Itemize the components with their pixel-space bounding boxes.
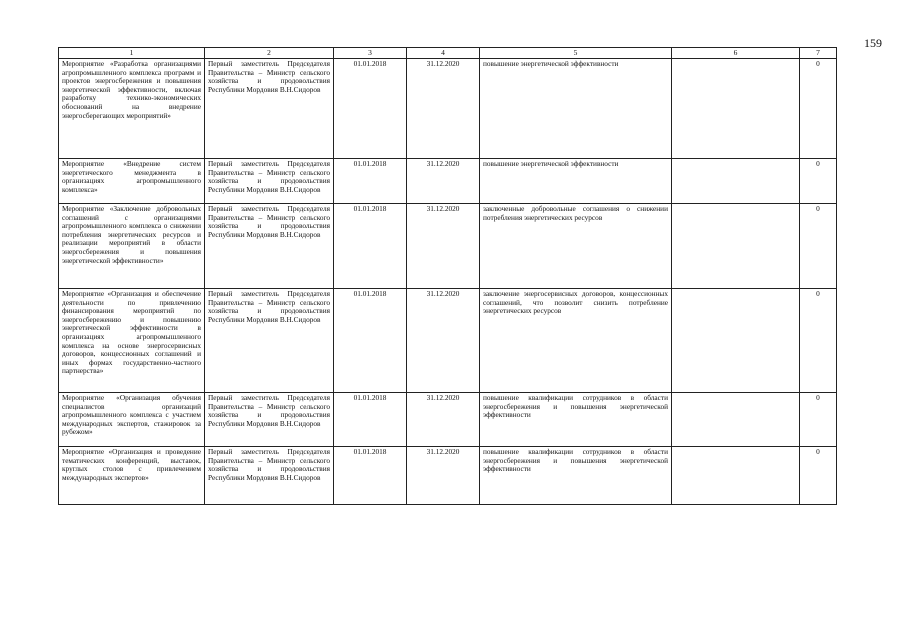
value-cell: 0 <box>800 289 837 393</box>
responsible-cell: Первый заместитель Председателя Правительства – Министр сельского хозяйства и продовольствия Республики Мордовия В.Н.Сидоров <box>205 289 334 393</box>
result-cell: повышение квалификации сотрудников в области энергосбережения и повышения энергетической эффективности <box>480 447 672 505</box>
column-header: 6 <box>672 48 800 59</box>
responsible-cell: Первый заместитель Председателя Правительства – Министр сельского хозяйства и продовольствия Республики Мордовия В.Н.Сидоров <box>205 204 334 289</box>
result-cell: повышение квалификации сотрудников в области энергосбережения и повышения энергетической эффективности <box>480 393 672 447</box>
end-date-cell: 31.12.2020 <box>407 393 480 447</box>
value-cell: 0 <box>800 159 837 204</box>
empty-cell <box>672 59 800 159</box>
activity-cell: Мероприятие «Организация обучения специалистов организаций агропромышленного комплекса с участием международных экспертов, стажировок за рубежом» <box>59 393 205 447</box>
start-date-cell: 01.01.2018 <box>334 204 407 289</box>
activity-cell: Мероприятие «Организация и проведение тематических конференций, выставок, круглых столов с привлечением международных экспертов» <box>59 447 205 505</box>
value-cell: 0 <box>800 59 837 159</box>
table-row <box>59 204 837 289</box>
column-header: 4 <box>407 48 480 59</box>
start-date-cell: 01.01.2018 <box>334 59 407 159</box>
result-cell: повышение энергетической эффективности <box>480 159 672 204</box>
empty-cell <box>672 393 800 447</box>
column-header: 7 <box>800 48 837 59</box>
responsible-cell: Первый заместитель Председателя Правительства – Министр сельского хозяйства и продовольствия Республики Мордовия В.Н.Сидоров <box>205 393 334 447</box>
result-cell: повышение энергетической эффективности <box>480 59 672 159</box>
result-cell: заключение энергосервисных договоров, концессионных соглашений, что позволит снизить потребление энергетических ресурсов <box>480 289 672 393</box>
start-date-cell: 01.01.2018 <box>334 289 407 393</box>
activity-cell: Мероприятие «Заключение добровольных соглашений с организациями агропромышленного комплекса о снижении потребления энергетических ресурсов и реализации мероприятий в области энергосбережения и повышения энергетической эффективности» <box>59 204 205 289</box>
responsible-cell: Первый заместитель Председателя Правительства – Министр сельского хозяйства и продовольствия Республики Мордовия В.Н.Сидоров <box>205 159 334 204</box>
end-date-cell: 31.12.2020 <box>407 59 480 159</box>
activity-cell: Мероприятие «Внедрение систем энергетического менеджмента в организациях агропромышленного комплекса» <box>59 159 205 204</box>
value-cell: 0 <box>800 393 837 447</box>
end-date-cell: 31.12.2020 <box>407 289 480 393</box>
start-date-cell: 01.01.2018 <box>334 159 407 204</box>
start-date-cell: 01.01.2018 <box>334 393 407 447</box>
table-row <box>59 393 837 447</box>
activity-cell: Мероприятие «Разработка организациями агропромышленного комплекса программ и проектов энергосбережения и повышения энергетической эффективности, включая разработку технико-экономических обоснований на внедрение энергосберегающих мероприятий» <box>59 59 205 159</box>
responsible-cell: Первый заместитель Председателя Правительства – Министр сельского хозяйства и продовольствия Республики Мордовия В.Н.Сидоров <box>205 59 334 159</box>
header-row <box>59 48 837 59</box>
responsible-cell: Первый заместитель Председателя Правительства – Министр сельского хозяйства и продовольствия Республики Мордовия В.Н.Сидоров <box>205 447 334 505</box>
empty-cell <box>672 159 800 204</box>
empty-cell <box>672 204 800 289</box>
page-number: 159 <box>864 36 882 50</box>
value-cell: 0 <box>800 204 837 289</box>
result-cell: заключенные добровольные соглашения о снижении потребления энергетических ресурсов <box>480 204 672 289</box>
table-row <box>59 159 837 204</box>
end-date-cell: 31.12.2020 <box>407 447 480 505</box>
end-date-cell: 31.12.2020 <box>407 159 480 204</box>
empty-cell <box>672 447 800 505</box>
column-header: 2 <box>205 48 334 59</box>
start-date-cell: 01.01.2018 <box>334 447 407 505</box>
table-row <box>59 447 837 505</box>
column-header: 3 <box>334 48 407 59</box>
activity-cell: Мероприятие «Организация и обеспечение деятельности по привлечению финансирования мероприятий по энергосбережению и повышению энергетической эффективности в организациях агропромышленного комплекса на основе энергосервисных договоров, концессионных соглашений и иных формах государственно-частного партнерства» <box>59 289 205 393</box>
end-date-cell: 31.12.2020 <box>407 204 480 289</box>
activities-table <box>58 47 837 505</box>
column-header: 1 <box>59 48 205 59</box>
table-row <box>59 59 837 159</box>
column-header: 5 <box>480 48 672 59</box>
empty-cell <box>672 289 800 393</box>
table-row <box>59 289 837 393</box>
value-cell: 0 <box>800 447 837 505</box>
